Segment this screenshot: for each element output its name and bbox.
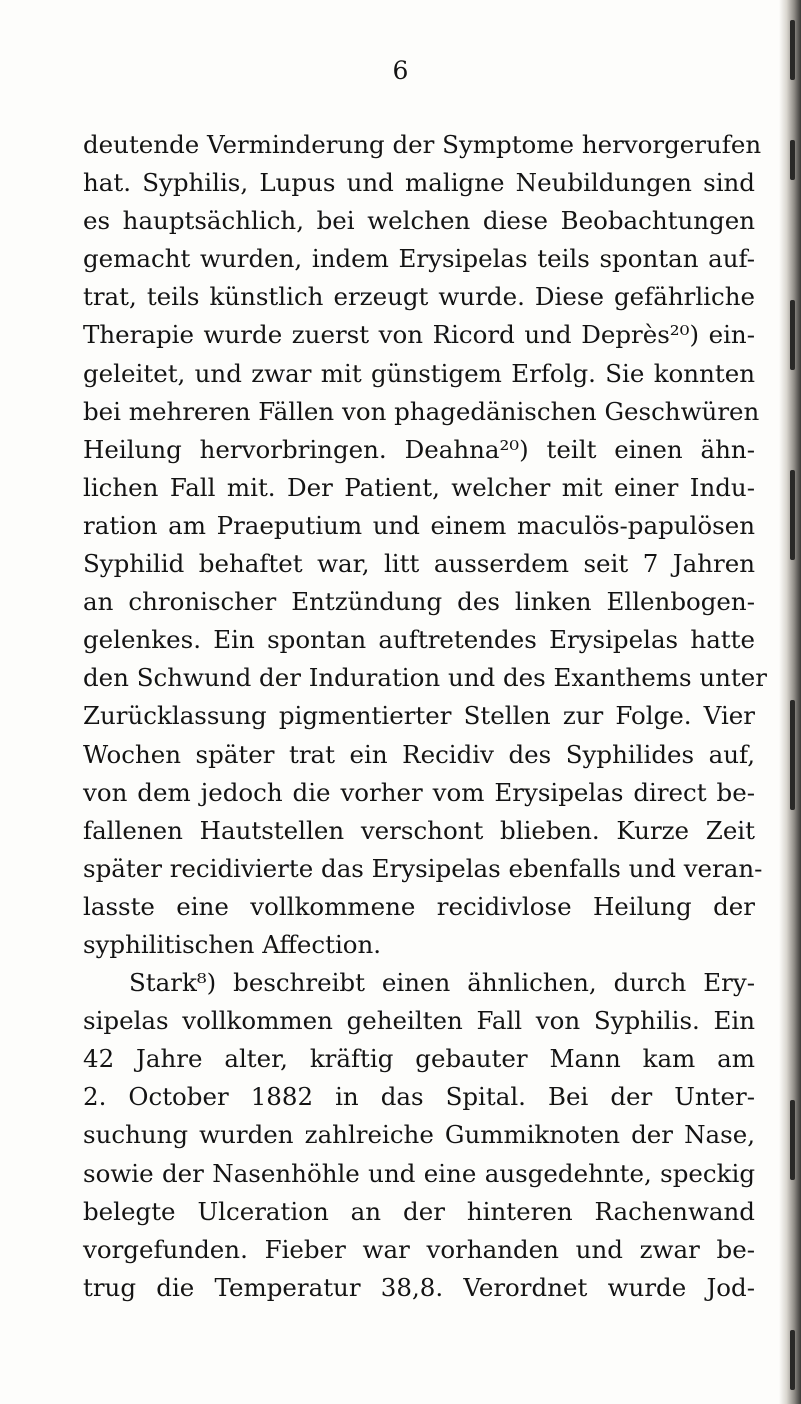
text-line: Zurücklassung pigmentierter Stellen zur Folge. Vier	[83, 701, 755, 731]
text-line: ration am Praeputium und einem maculös-papulösen	[83, 510, 755, 540]
text-line: Heilung hervorbringen. Deahna²⁰) teilt einen ähn-	[83, 434, 755, 464]
text-line: an chronischer Entzündung des linken Ellenbogen-	[83, 587, 755, 617]
binding-shadow	[790, 470, 795, 560]
text-line: deutende Verminderung der Symptome hervorgerufen	[83, 130, 762, 159]
text-line: 2. October 1882 in das Spital. Bei der Unter-	[83, 1082, 755, 1112]
text-line: geleitet, und zwar mit günstigem Erfolg. Sie konnten	[83, 358, 755, 388]
text-line: suchung wurden zahlreiche Gummiknoten der Nase,	[83, 1120, 755, 1150]
text-line: von dem jedoch die vorher vom Erysipelas direct be-	[83, 777, 755, 807]
text-line: gelenkes. Ein spontan auftretendes Erysipelas hatte	[83, 625, 755, 655]
text-line: es hauptsächlich, bei welchen diese Beobachtungen	[83, 206, 755, 236]
text-line: trat, teils künstlich erzeugt wurde. Diese gefährliche	[83, 282, 755, 312]
body-text	[83, 126, 767, 1307]
text-line: Stark⁸) beschreibt einen ähnlichen, durch Ery-	[129, 968, 755, 998]
text-line: fallenen Hautstellen verschont blieben. Kurze Zeit	[83, 815, 755, 845]
page-binding-edge	[779, 0, 801, 1404]
text-line: den Schwund der Induration und des Exanthems unter	[83, 663, 767, 693]
text-line: 42 Jahre alter, kräftig gebauter Mann kam am	[83, 1044, 755, 1074]
text-line: Syphilid behaftet war, litt ausserdem seit 7 Jahren	[83, 549, 755, 579]
binding-shadow	[790, 1330, 795, 1390]
text-line: lichen Fall mit. Der Patient, welcher mit einer Indu-	[83, 472, 755, 502]
text-line: sipelas vollkommen geheilten Fall von Syphilis. Ein	[83, 1006, 755, 1036]
text-line: bei mehreren Fällen von phagedänischen Geschwüren	[83, 396, 760, 426]
paragraph-2	[83, 964, 755, 1307]
binding-shadow	[790, 140, 795, 180]
text-line: gemacht wurden, indem Erysipelas teils spontan auf-	[83, 244, 755, 274]
text-line: sowie der Nasenhöhle und eine ausgedehnte, speckig	[83, 1158, 755, 1188]
text-line: Therapie wurde zuerst von Ricord und Deprès²⁰) ein-	[83, 320, 755, 350]
binding-shadow	[790, 1100, 795, 1180]
text-line: syphilitischen Affection.	[83, 929, 382, 959]
binding-shadow	[790, 700, 795, 810]
text-line: später recidivierte das Erysipelas ebenfalls und veran-	[83, 853, 763, 883]
binding-shadow	[790, 20, 795, 80]
text-line: hat. Syphilis, Lupus und maligne Neubildungen sind	[83, 168, 755, 198]
text-line: vorgefunden. Fieber war vorhanden und zwar be-	[83, 1234, 755, 1264]
paragraph-1	[83, 126, 767, 964]
binding-shadow	[790, 300, 795, 370]
text-line: trug die Temperatur 38,8. Verordnet wurde Jod-	[83, 1272, 755, 1302]
page-number: 6	[392, 56, 409, 85]
text-line: Wochen später trat ein Recidiv des Syphilides auf,	[83, 739, 755, 769]
text-line: lasste eine vollkommene recidivlose Heilung der	[83, 891, 755, 921]
text-line: belegte Ulceration an der hinteren Rachenwand	[83, 1196, 755, 1226]
